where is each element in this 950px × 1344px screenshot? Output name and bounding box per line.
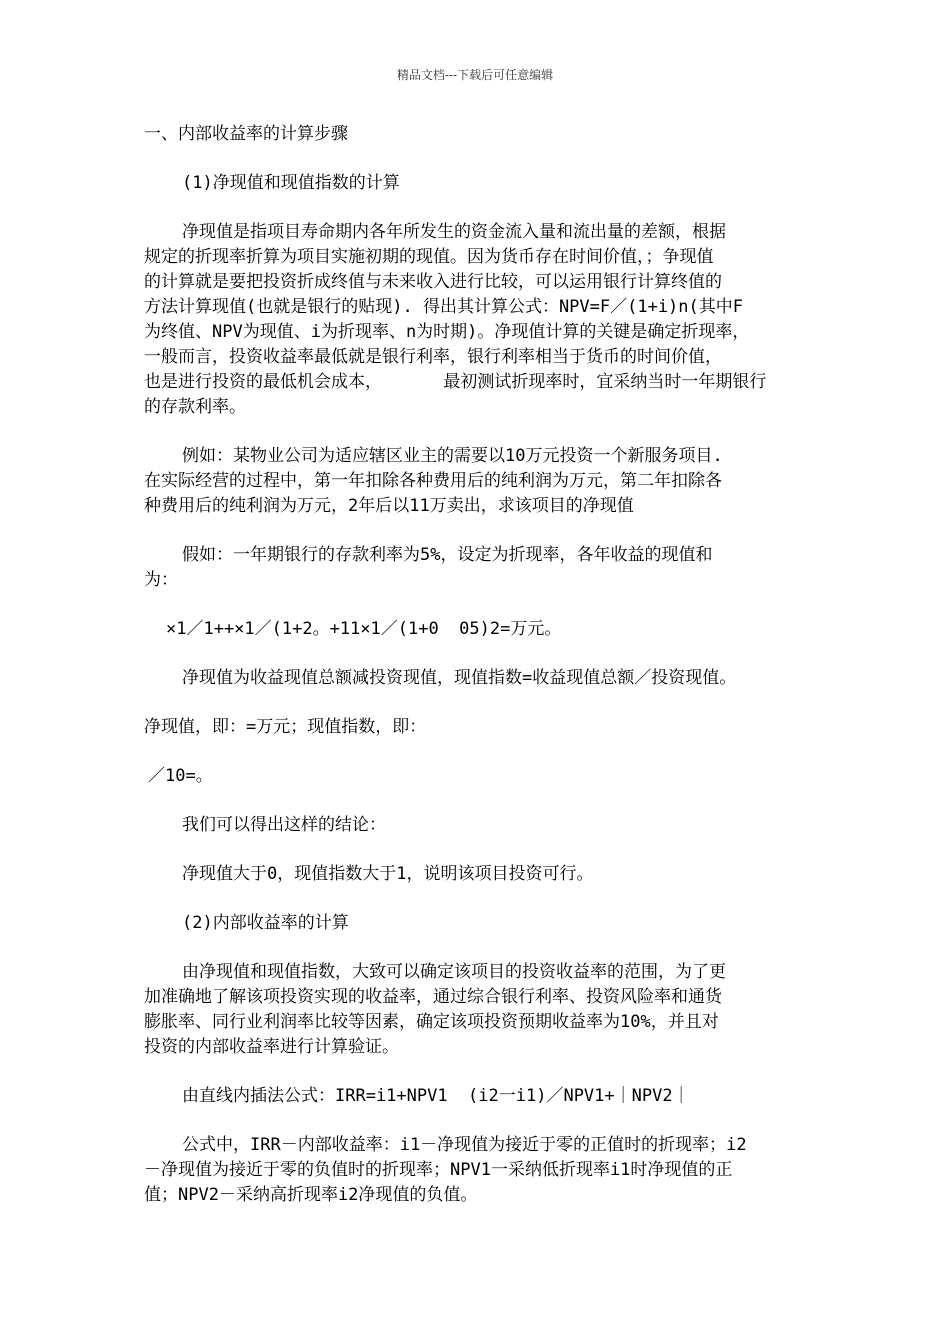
paragraph-conclusion: [144, 862, 809, 887]
paragraph-irr-intro: [144, 960, 809, 1060]
text-line: 净现值，即：=万元；现值指数，即：: [144, 717, 427, 737]
text-line: 由直线内插法公式：IRR=i1+NPV1 (i2一i1)／NPV1+｜NPV2｜: [182, 1086, 690, 1106]
text-line: －净现值为接近于零的负值时的折现率；NPV1一采纳低折现率i1时净现值的正: [144, 1160, 733, 1180]
text-line: 公式中，IRR－内部收益率：i1－净现值为接近于零的正值时的折现率；i2: [182, 1135, 747, 1155]
paragraph-irr-legend: [144, 1133, 809, 1208]
paragraph-example: [144, 444, 809, 519]
formula-present-value: [144, 617, 809, 642]
document-body: [144, 122, 809, 1232]
text-line: 的存款利率。: [144, 397, 246, 417]
page-header: 精品文档---下载后可任意编辑: [396, 68, 554, 82]
paragraph-irr-formula: [144, 1084, 809, 1109]
subsection-heading-2: (2)内部收益率的计算: [182, 913, 349, 933]
text-line: 一般而言，投资收益率最低就是银行利率，银行利率相当于货币的时间价值，: [144, 347, 722, 367]
text-line: 也是进行投资的最低机会成本， 最初测试折现率时，宜采纳当时一年期银行: [144, 372, 767, 392]
text-line: 规定的折现率折算为项目实施初期的现值。因为货币存在时间价值，；争现值: [144, 247, 714, 267]
text-line: 假如：一年期银行的存款利率为5%，设定为折现率，各年收益的现值和: [182, 545, 713, 565]
text-line: 净现值大于0，现值指数大于1，说明该项目投资可行。: [182, 864, 594, 884]
paragraph-npv-result: [144, 715, 809, 740]
text-line: 净现值为收益现值总额减投资现值，现值指数=收益现值总额／投资现值。: [182, 668, 737, 688]
text-line: 方法计算现值(也就是银行的贴现). 得出其计算公式：NPV=F／(1+i)n(其中F: [144, 297, 743, 317]
text-line: 加准确地了解该项投资实现的收益率，通过综合银行利率、投资风险率和通货: [144, 987, 722, 1007]
paragraph-index-result: [144, 764, 809, 789]
paragraph-conclusion-intro: [144, 813, 809, 838]
text-line: 为终值、NPV为现值、i为折现率、n为时期)。净现值计算的关键是确定折现率，: [144, 322, 750, 342]
text-line: 的计算就是要把投资折成终值与未来收入进行比较，可以运用银行计算终值的: [144, 272, 722, 292]
paragraph-npv-definition: [144, 220, 809, 420]
text-line: 由净现值和现值指数，大致可以确定该项目的投资收益率的范围，为了更: [182, 962, 726, 982]
subsection-heading-1: (1)净现值和现值指数的计算: [182, 173, 400, 193]
text-line: 种费用后的纯利润为万元，2年后以11万卖出，求该项目的净现值: [144, 496, 634, 516]
formula-line: ×1／1++×1／(1+2。+11×1／(1+0 05)2=万元。: [166, 619, 562, 639]
text-line: 膨胀率、同行业利润率比较等因素，确定该项投资预期收益率为10%，并且对: [144, 1012, 719, 1032]
text-line: 在实际经营的过程中，第一年扣除各种费用后的纯利润为万元，第二年扣除各: [144, 471, 722, 491]
text-line: 例如：某物业公司为适应辖区业主的需要以10万元投资一个新服务项目.: [182, 446, 723, 466]
text-line: 我们可以得出这样的结论：: [182, 815, 386, 835]
paragraph-npv-index: [144, 666, 809, 691]
text-line: 值；NPV2－采纳高折现率i2净现值的负值。: [144, 1185, 478, 1205]
paragraph-assumption: [144, 543, 809, 593]
text-line: 为：: [144, 570, 178, 590]
text-line: ／10=。: [148, 766, 213, 786]
section-heading-1: 一、内部收益率的计算步骤: [144, 124, 348, 144]
text-line: 净现值是指项目寿命期内各年所发生的资金流入量和流出量的差额，根据: [182, 222, 726, 242]
text-line: 投资的内部收益率进行计算验证。: [144, 1037, 399, 1057]
